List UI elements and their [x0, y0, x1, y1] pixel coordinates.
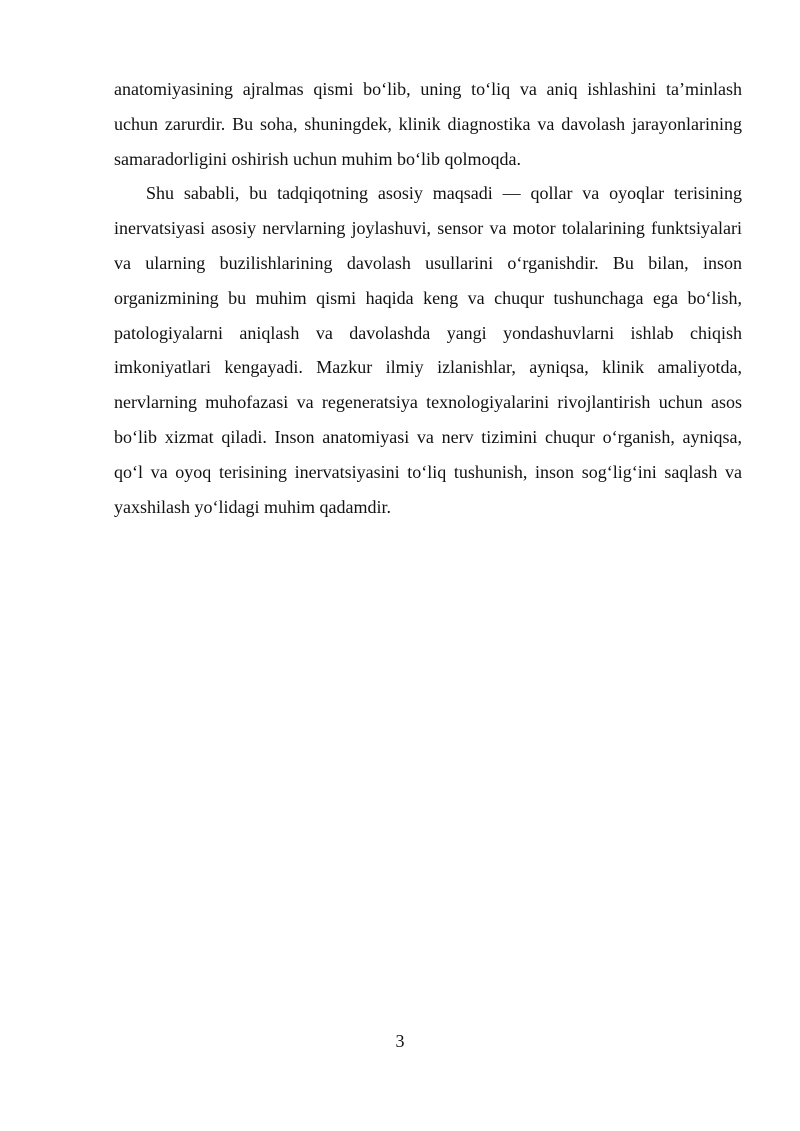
paragraph-main: Shu sababli, bu tadqiqotning asosiy maqsadi — qollar va oyoqlar terisining inervatsiyasi asosiy nervlarning joylashuvi, sensor va motor tolalarining funktsiyalari va ularning buzilishlarining davolash usullarini o‘rganishdir. Bu bilan, inson organizmining bu muhim qismi haqida keng va chuqur tushunchaga ega bo‘lish, patologiyalarni aniqlash va davolashda yangi yondashuvlarni ishlab chiqish imkoniyatlari kengayadi. Mazkur ilmiy izlanishlar, ayniqsa, klinik amaliyotda, nervlarning muhofazasi va regeneratsiya texnologiyalarini rivojlantirish uchun asos bo‘lib xizmat qiladi. Inson anatomiyasi va nerv tizimini chuqur o‘rganish, ayniqsa, qo‘l va oyoq terisining inervatsiyasini to‘liq tushunish, inson sog‘lig‘ini saqlash va yaxshilash yo‘lidagi muhim qadamdir.: [114, 183, 742, 517]
page-number: 3: [395, 1031, 405, 1051]
paragraph-continuation: anatomiyasining ajralmas qismi bo‘lib, uning to‘liq va aniq ishlashini ta’minlash uchun zarurdir. Bu soha, shuningdek, klinik diagnostika va davolash jarayonlarining samaradorligini oshirish uchun muhim bo‘lib qolmoqda.: [114, 79, 742, 169]
body-text: [114, 72, 742, 524]
